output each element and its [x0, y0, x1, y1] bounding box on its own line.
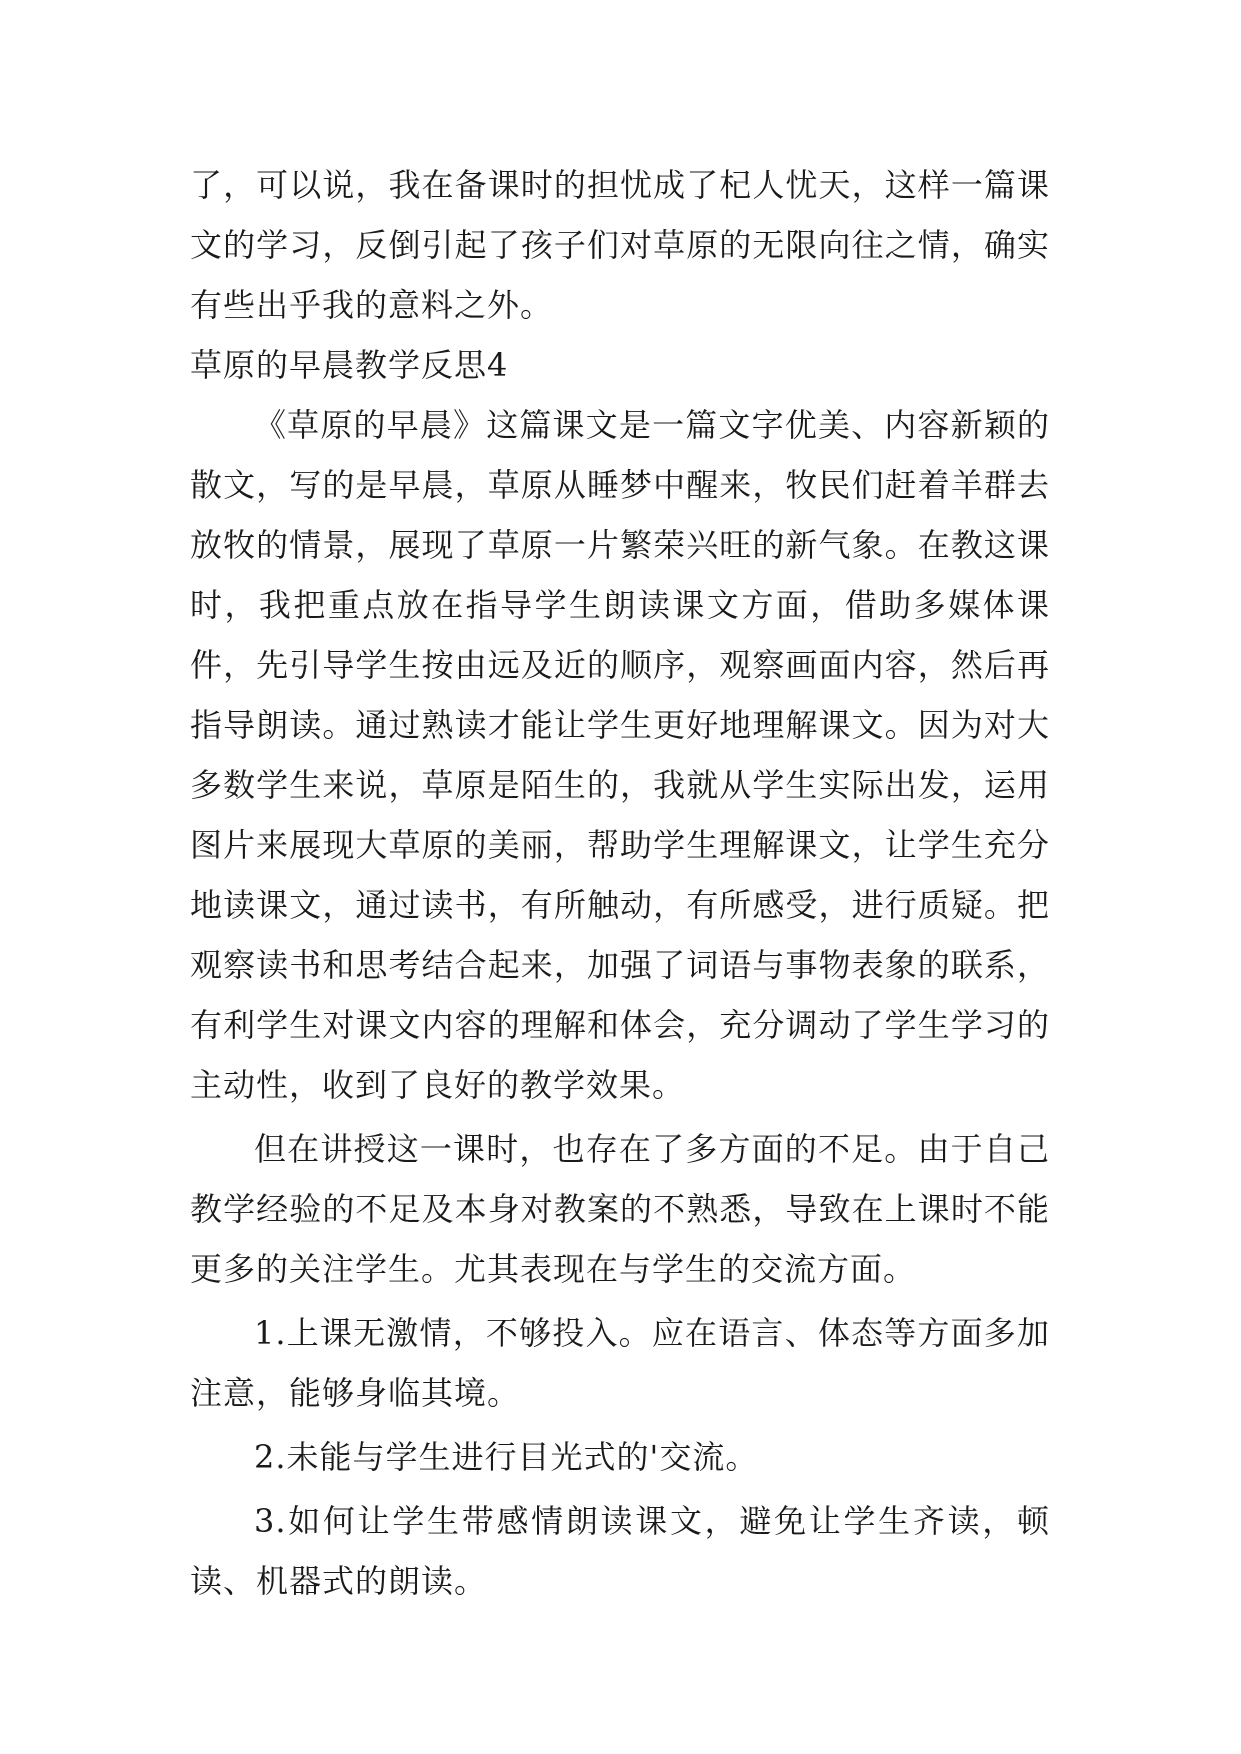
list-item-1: 1.上课无激情，不够投入。应在语言、体态等方面多加注意，能够身临其境。	[190, 1314, 1050, 1412]
paragraph-continuation: 了，可以说，我在备课时的担忧成了杞人忧天，这样一篇课文的学习，反倒引起了孩子们对草原的无限向往之情，确实有些出乎我的意料之外。	[190, 166, 1050, 324]
paragraph-intro: 《草原的早晨》这篇课文是一篇文字优美、内容新颖的散文，写的是早晨，草原从睡梦中醒来，牧民们赶着羊群去放牧的情景，展现了草原一片繁荣兴旺的新气象。在教这课时，我把重点放在指导学生朗读课文方面，借助多媒体课件，先引导学生按由远及近的顺序，观察画面内容，然后再指导朗读。通过熟读才能让学生更好地理解课文。因为对大多数学生来说，草原是陌生的，我就从学生实际出发，运用图片来展现大草原的美丽，帮助学生理解课文，让学生充分地读课文，通过读书，有所触动，有所感受，进行质疑。把观察读书和思考结合起来，加强了词语与事物表象的联系，有利学生对课文内容的理解和体会，充分调动了学生学习的主动性，收到了良好的教学效果。	[190, 406, 1050, 1104]
list-item-2: 2.未能与学生进行目光式的'交流。	[254, 1438, 759, 1476]
list-item-3: 3.如何让学生带感情朗读课文，避免让学生齐读，顿读、机器式的朗读。	[190, 1502, 1050, 1600]
document-body	[190, 155, 1050, 1611]
paragraph-shortcomings: 但在讲授这一课时，也存在了多方面的不足。由于自己教学经验的不足及本身对教案的不熟悉，导致在上课时不能更多的关注学生。尤其表现在与学生的交流方面。	[190, 1130, 1050, 1288]
section-heading: 草原的早晨教学反思4	[190, 346, 509, 384]
